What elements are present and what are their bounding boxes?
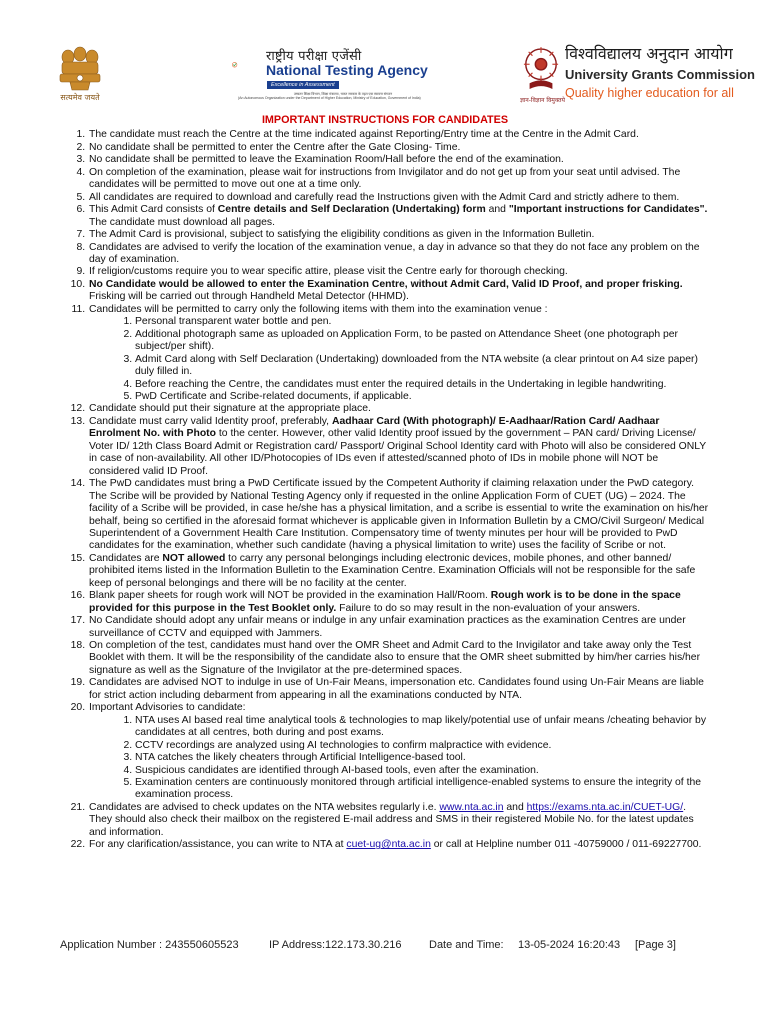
instruction-emphasis: NOT allowed [162,552,226,564]
instruction-link[interactable]: cuet-ug@nta.ac.in [346,839,431,851]
instruction-text: On completion of the test, candidates must hand over the OMR Sheet and Admit Card to the Invigilator and take away only the Test Booklet with them. It will be the responsibility of the candidate also to ensure that the OMR sheet submitted by him/her carries his/her signature as well as the Signature of the Invigilator at the pre-determined spaces. [89,640,701,676]
instruction-item [88,478,710,553]
nta-subtext-hindi: उच्चतर शिक्षा विभाग, शिक्षा मंत्रालय, भारत सरकार के तहत एक स्वायत्त संगठन [293,92,393,96]
instruction-item [88,403,710,415]
instruction-item [88,416,710,478]
nta-logo-icon [232,46,266,86]
instruction-emphasis: Aadhaar Card (With photograph)/ E-Aadhaar/Ration Card/ Aadhaar Enrolment No. with Photo [89,415,660,440]
instruction-item [88,590,710,615]
instruction-text: On completion of the examination, please wait for instructions from Invigilator and do not get up from your seat until advised. The candidates will be permitted to move out one at a time only. [89,166,681,191]
instruction-emphasis: "Important instructions for Candidates". [508,204,708,216]
instruction-sublist [89,316,710,403]
instruction-subitem: 3. NTA catches the likely cheaters through Artificial Intelligence-based tool. [135,752,710,764]
instruction-text: to carry any personal belongings including electronic devices, mobile phones, and other banned/ prohibited items listed in the Information Bulletin to the Examination Centre. Examination Officials will not be responsible for the safe keep of personal belongings and there will be no facility at the center. [89,552,696,589]
instruction-subitem: 2. Additional photograph same as uploaded on Application Form, to be pasted on Attendance Sheet (one photograph per subject/per shift). [135,329,710,354]
instruction-text: This Admit Card consists of [89,204,218,216]
instruction-text: Candidates will be permitted to carry only the following items with them into the examination venue : [89,303,548,315]
instruction-subitem: 5. PwD Certificate and Scribe-related documents, if applicable. [135,391,710,403]
instruction-text: or call at Helpline number 011 -40759000 / 011-69227700. [430,839,702,851]
instruction-text: Failure to do so may result in the non-evaluation of your answers. [336,602,641,614]
nta-tagline: Excellence in Assessment [267,81,339,89]
ip-address: IP Address:122.173.30.216 [269,939,402,951]
instruction-link[interactable]: www.nta.ac.in [439,801,504,813]
nta-english-name: National Testing Agency [266,62,428,78]
instruction-item [88,266,710,278]
page-footer [60,939,720,951]
ugc-tagline: Quality higher education for all [565,86,734,100]
instruction-item [88,167,710,192]
instruction-text: The candidate must reach the Centre at the time indicated against Reporting/Entry time at the Centre in the Admit Card. [89,129,639,141]
instruction-subitem: 4. Before reaching the Centre, the candidates must enter the required details in the Undertaking in legible handwriting. [135,379,710,391]
instruction-sublist [89,715,710,802]
instruction-item [88,802,710,839]
instruction-item [88,640,710,677]
page-number: [Page 3] [635,939,676,951]
nta-hindi-name: राष्ट्रीय परीक्षा एजेंसी [266,49,362,64]
application-number: Application Number : 243550605523 [60,939,239,951]
instruction-item [88,839,710,851]
instruction-item [88,615,710,640]
instructions-section [60,114,710,852]
instruction-text: and [503,801,527,813]
instruction-item [88,129,710,141]
instruction-text: No candidate shall be permitted to enter the Centre after the Gate Closing- Time. [89,141,461,153]
ugc-hindi-name: विश्वविद्यालय अनुदान आयोग [565,44,733,63]
instruction-item [88,702,710,802]
instruction-text: . They should also check their mailbox on the registered E-mail address and SMS in their registered Mobile No. for the latest updates and information. [89,801,694,838]
instruction-text: Important Advisories to candidate: [89,702,246,714]
instruction-item [88,677,710,702]
document-header [0,0,768,110]
instruction-item [88,142,710,154]
instruction-text: Candidate should put their signature at the appropriate place. [89,403,371,415]
instruction-text: Candidates are advised to verify the location of the examination venue, a day in advance so that they do not face any problem on the day of examination. [89,241,700,265]
ugc-english-name: University Grants Commission [565,67,755,82]
instruction-text: Blank paper sheets for rough work will NOT be provided in the examination Hall/Room. [89,590,491,602]
nta-subtext-english: (An Autonomous Organization under the Department of Higher Education, Ministry of Education, Government of India) [238,96,421,100]
instruction-subitem: 2. CCTV recordings are analyzed using AI technologies to confirm malpractice with evidence. [135,740,710,752]
instruction-item [88,204,710,229]
instruction-emphasis: Centre details and Self Declaration (Undertaking) form [217,204,486,216]
instruction-text: If religion/customs require you to wear specific attire, please visit the Centre early for thorough checking. [89,266,568,278]
instruction-text: All candidates are required to download and carefully read the Instructions given with the Admit Card and strictly adhere to them. [89,191,680,203]
date-time-label: Date and Time: [429,939,504,951]
instruction-text: Candidates are [89,552,163,564]
instruction-subitem: 5. Examination centers are continuously monitored through artificial intelligence-enabled systems to ensure the integrity of the examination process. [135,777,710,802]
instruction-text: and [485,204,509,216]
instructions-heading: IMPORTANT INSTRUCTIONS FOR CANDIDATES [261,114,509,126]
instruction-subitem: 4. Suspicious candidates are identified through AI-based tools, even after the examination. [135,765,710,777]
instruction-item [88,279,710,304]
date-time-value: 13-05-2024 16:20:43 [518,939,621,951]
instructions-list [60,129,710,851]
emblem-caption: सत्यमेव जयते [60,93,100,102]
instruction-text: The PwD candidates must bring a PwD Certificate issued by the Competent Authority if claiming relaxation under the PwD category. The Scribe will be provided by National Testing Agency only if requested in the online Application Form of CUET (UG) – 2024. The facility of a Scribe will be provided, in case he/she has a physical limitation, and a scribe is essential to write the examination on his/her behalf, being so certified in the aforesaid format whichever is applicable given in Information Bulletin by a CMO/Civil Surgeon/ Medical Superintendent of a Government Health Care Institution. Compensatory time of twenty minutes per hour will be provided to PwD candidates for the examination, whether such candidate (having a physical limitation to write) uses the facility of Scribe or not. [89,478,709,552]
instruction-link[interactable]: https://exams.nta.ac.in/CUET-UG/ [526,801,684,813]
instruction-text: No candidate shall be permitted to leave the Examination Room/Hall before the end of the examination. [89,154,564,166]
instruction-text: Candidates are advised NOT to indulge in use of Un-Fair Means, impersonation etc. Candidates found using Un-Fair Means are liable for strict action including debarment from appearing in all the examinations conducted by NTA. [89,677,704,701]
nta-subtext [238,92,448,100]
instruction-emphasis: No Candidate would be allowed to enter the Examination Centre, without Admit Card, Valid ID Proof, and proper frisking. [89,278,683,290]
instruction-text: to the center. However, other valid Identity proof issued by the government – PAN card/ Driving License/ Voter ID/ 12th Class Board Admit or Registration card/ Passport/ Original School Identity card with Photo will also be considered ONLY in case of non-availability. All other ID/Photocopies of IDs even if attested/scanned photo of IDs in mobile phone will NOT be considered valid ID Proof. [89,428,707,477]
instruction-text: Frisking will be carried out through Handheld Metal Detector (HHMD). [89,291,409,303]
instruction-item [88,229,710,241]
instruction-subitem: 1. Personal transparent water bottle and pen. [135,316,710,328]
instruction-item [88,553,710,590]
instruction-item [88,192,710,204]
ugc-logo-icon [522,44,560,94]
instruction-text: The candidate must download all pages. [89,216,275,228]
instruction-text: Candidates are advised to check updates on the NTA websites regularly i.e. [89,801,440,813]
instruction-subitem: 3. Admit Card along with Self Declaration (Undertaking) downloaded from the NTA website (a clear printout on A4 size paper) duly filled in. [135,354,710,379]
ugc-motto: ज्ञान-विज्ञान विमुक्तये [520,97,566,104]
instruction-text: Candidate must carry valid Identity proof, preferably, [89,415,332,427]
instruction-text: No Candidate should adopt any unfair means or indulge in any unfair examination practices as the examination Centres are under surveillance of CCTV and equipped with Jammers. [89,615,686,639]
instruction-subitem: 1. NTA uses AI based real time analytical tools & technologies to map likely/potential use of unfair means /cheating behavior by candidates at all centres, both during and post exams. [135,715,710,740]
instruction-text: For any clarification/assistance, you can write to NTA at [89,839,347,851]
instruction-emphasis: Rough work is to be done in the space provided for this purpose in the Test Booklet only. [89,590,681,614]
instruction-item [88,242,710,267]
instruction-item [88,304,710,404]
instruction-text: The Admit Card is provisional, subject to satisfying the eligibility conditions as given in the Information Bulletin. [89,229,595,241]
instruction-item [88,154,710,166]
